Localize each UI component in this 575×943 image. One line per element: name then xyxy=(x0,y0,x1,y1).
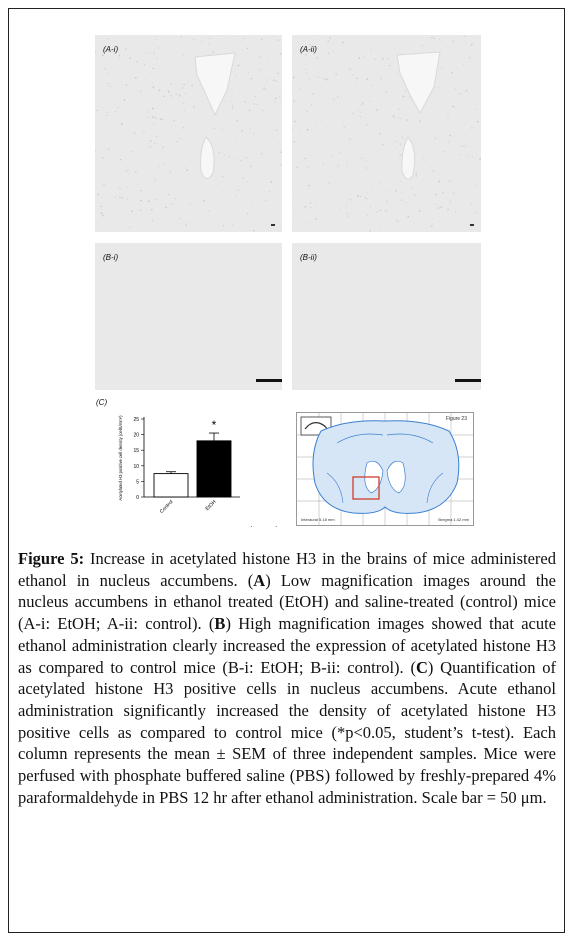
brain-atlas-drawing xyxy=(297,413,473,525)
y-axis-label: Acetylated H3 positive cell density (cells/mm²) xyxy=(118,415,123,501)
panel-b-ii xyxy=(292,243,481,390)
x-tick-label-control: Control xyxy=(158,499,175,515)
micrograph-a-i xyxy=(95,35,282,232)
y-tick-label-5: 25 xyxy=(133,417,139,423)
atlas-right-note: Bregma 1.42 mm xyxy=(438,517,469,522)
scale-bar-b-ii xyxy=(455,379,481,382)
panel-a-i xyxy=(95,35,282,232)
caption-b-text: High magnification images showed that acute ethanol administration clearly increased the expression of acetylated histone H3 as compared to control mice (B-i: EtOH; B-ii: control). xyxy=(18,614,556,677)
scale-bar-a-ii xyxy=(470,224,474,226)
bar-control xyxy=(154,474,188,497)
panel-a-i-label: (A-i) xyxy=(103,45,119,54)
figure-caption xyxy=(18,548,556,808)
scale-bar-b-i xyxy=(256,379,282,382)
panel-b-ii-label: (B-ii) xyxy=(300,253,317,262)
bar-chart xyxy=(100,405,250,530)
caption-b-letter: B xyxy=(214,614,226,634)
atlas-left-note: Interaural 5.18 mm xyxy=(301,517,335,522)
caption-a-open: ( xyxy=(247,570,254,590)
bar-etoh xyxy=(197,441,231,497)
y-tick-label-2: 10 xyxy=(133,463,139,470)
atlas-figure-tag: Figure 23 xyxy=(445,416,467,422)
brain-atlas-inset xyxy=(296,412,474,526)
significance-star: * xyxy=(211,418,217,433)
panel-a-ii xyxy=(292,35,481,232)
caption-a-text: Low magnification images around the nucleus accumbens in ethanol treated (EtOH) and saline-treated (control) mice (A-i: EtOH; A-ii: control). xyxy=(18,570,557,634)
caption-c-letter: C xyxy=(415,657,428,677)
caption-a-close: ) xyxy=(265,570,271,590)
panel-a-ii-label: (A-ii) xyxy=(300,45,317,54)
bar-chart-svg xyxy=(100,405,250,530)
panel-b-i-label: (B-i) xyxy=(103,253,119,262)
panel-b-i xyxy=(95,243,282,390)
caption-b-open: ( xyxy=(208,614,215,634)
micrograph-a-ii xyxy=(292,35,481,232)
scale-bar-a-i xyxy=(271,224,275,226)
decorative-dots: · · xyxy=(250,522,278,531)
y-tick-label-1: 5 xyxy=(136,479,139,486)
x-tick-label-etoh: EtOH xyxy=(204,499,218,513)
panel-c-label: (C) xyxy=(96,398,108,407)
caption-c-close: ) xyxy=(427,657,434,677)
y-tick-label-4: 20 xyxy=(133,432,139,439)
y-tick-label-3: 15 xyxy=(133,448,139,455)
y-tick-label-0: 0 xyxy=(136,495,139,501)
caption-b-close: ) xyxy=(225,614,231,634)
caption-c-open: ( xyxy=(410,657,416,677)
caption-a-letter: A xyxy=(253,570,266,590)
caption-intro: Increase in acetylated histone H3 in the brains of mice administered ethanol in nucleus accumbens. xyxy=(18,549,557,590)
figure-label: Figure 5: xyxy=(18,549,85,568)
caption-c-text: Quantification of acetylated histone H3 positive cells in nucleus accumbens. Acute ethanol administration significantly increased the density of acetylated histone H3 positive cells as compared to control mice (*p<0.05, student’s t-test). Each column represents the mean ± SEM of three independent samples. Mice were perfused with phosphate buffered saline (PBS) followed by freshly-prepared 4% paraformaldehyde in PBS 12 hr after ethanol administration. Scale bar = 50 μm. xyxy=(18,657,557,807)
